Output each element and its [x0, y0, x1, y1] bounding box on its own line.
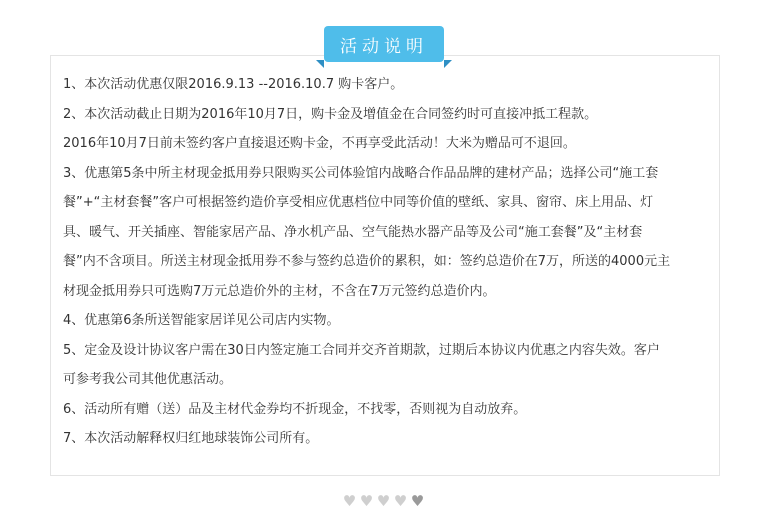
title-ribbon-fold-left [316, 60, 324, 68]
notice-line: 2、本次活动截止日期为2016年10月7日，购卡金及增值金在合同签约时可直接冲抵工程款。 [63, 106, 598, 122]
pager-heart-icon[interactable]: ♥ [376, 492, 391, 510]
notice-line: 材现金抵用券只可选购7万元总造价外的主材，不含在7万元签约总造价内。 [63, 283, 496, 299]
notice-line: 6、活动所有赠（送）品及主材代金券均不折现金，不找零，否则视为自动放弃。 [63, 401, 527, 417]
notice-line: 餐”内不含项目。所送主材现金抵用券不参与签约总造价的累积，如：签约总造价在7万，所送的4000元主 [63, 254, 671, 269]
pager-heart-icon[interactable]: ♥ [342, 492, 357, 510]
notice-line: 1、本次活动优惠仅限2016.9.13 --2016.10.7 购卡客户。 [63, 77, 404, 92]
notice-line: 4、优惠第6条所送智能家居详见公司店内实物。 [63, 313, 340, 328]
notice-line: 7、本次活动解释权归红地球装饰公司所有。 [63, 431, 319, 446]
title-ribbon-fold-right [444, 60, 452, 68]
notice-line: 3、优惠第5条中所主材现金抵用券只限购买公司体验馆内战略合作品品牌的建材产品；选择公司“施工套 [63, 165, 659, 181]
notice-line: 餐”+“主材套餐”客户可根据签约造价享受相应优惠档位中同等价值的壁纸、家具、窗帘、床上用品、灯 [63, 195, 654, 210]
pager-heart-icon[interactable]: ♥ [410, 492, 425, 510]
notice-panel [50, 55, 720, 476]
notice-line: 5、定金及设计协议客户需在30日内签定施工合同并交齐首期款，过期后本协议内优惠之内容失效。客户 [63, 342, 660, 358]
carousel-pager [342, 494, 425, 509]
section-title: 活动说明 [324, 26, 444, 62]
pager-heart-icon[interactable]: ♥ [359, 492, 374, 510]
notice-line: 2016年10月7日前未签约客户直接退还购卡金，不再享受此活动！大米为赠品可不退回。 [63, 136, 576, 151]
pager-heart-icon[interactable]: ♥ [393, 492, 408, 510]
notice-line: 可参考我公司其他优惠活动。 [63, 372, 233, 387]
notice-line: 具、暖气、开关插座、智能家居产品、净水机产品、空气能热水器产品等及公司“施工套餐”及“主材套 [63, 224, 643, 240]
